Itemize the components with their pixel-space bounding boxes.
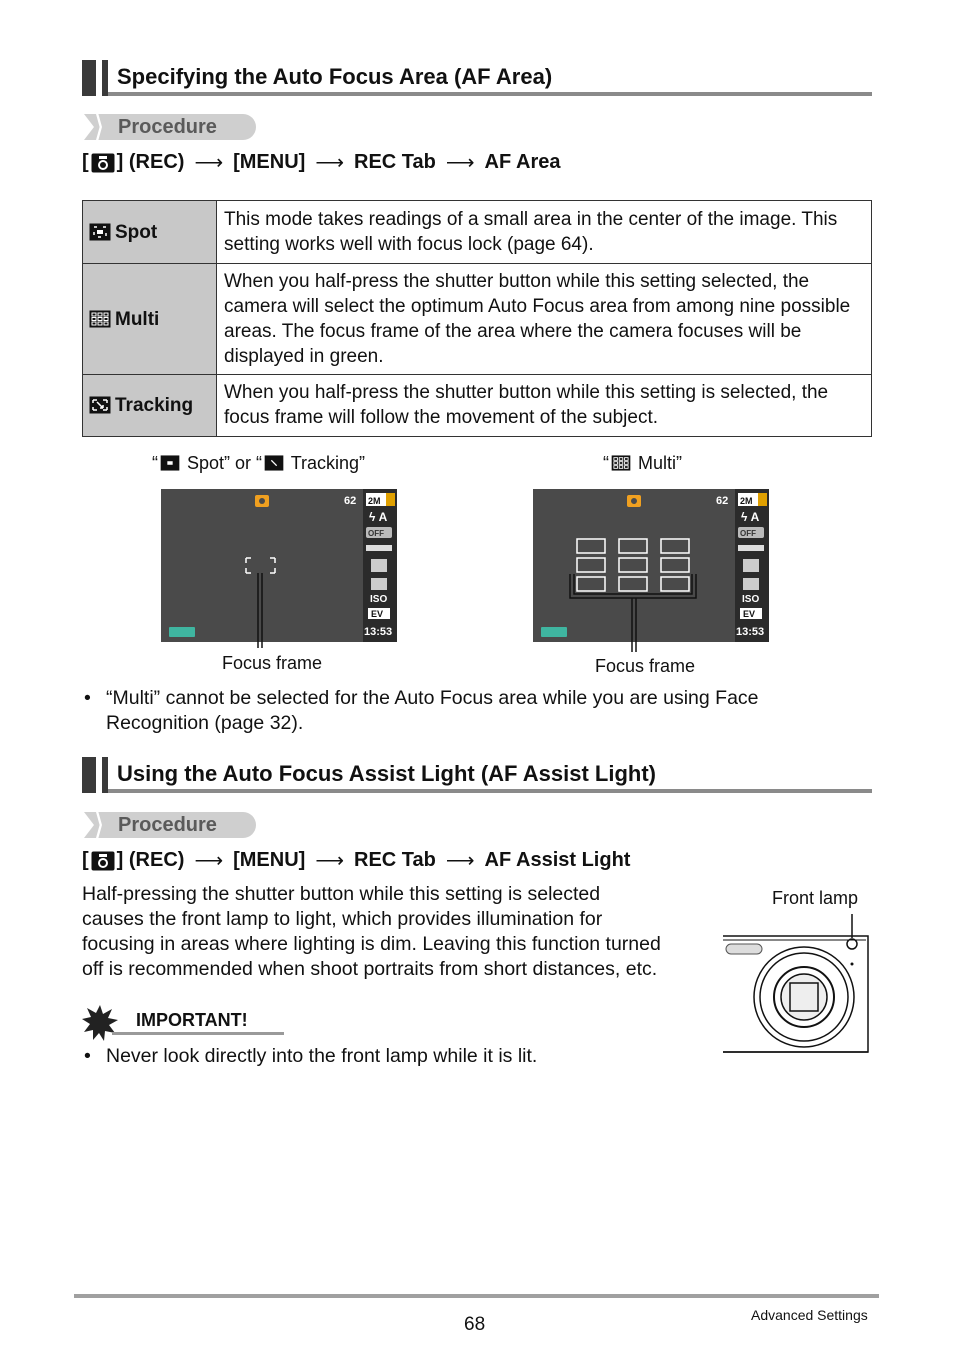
path-rec: ] (REC) [116,849,185,871]
iso-label: ISO [742,594,760,605]
mode-label: Spot [115,221,158,243]
multi-icon [89,310,111,328]
spot-icon [89,223,111,241]
heading-rule [108,789,872,793]
procedure-chevron [96,812,102,838]
arrow-icon: ⟶ [315,152,344,174]
arrow-icon: ⟶ [194,850,224,872]
focus-frame-label: Focus frame [595,656,696,676]
leader-lines [150,560,830,660]
arrow-icon: ⟶ [194,152,224,174]
mode-cell [83,201,217,264]
heading-bar [102,757,108,793]
flash-icon: ϟ A [369,510,388,524]
af-area-table [82,200,872,437]
path-item: AF Area [484,151,561,173]
mode-label: Multi [115,308,160,330]
table-row [83,201,872,264]
arrow-icon: ⟶ [315,850,344,872]
assist-paragraph [82,882,712,982]
right-screen-caption [603,453,682,474]
mode-description: This mode takes readings of a small area in the center of the image. This setting works well with focus lock (page 64). [217,201,872,264]
procedure-tag [84,812,256,838]
path-open-bracket: [ [82,849,89,871]
procedure-chevron [96,114,102,140]
page-number: 68 [464,1314,486,1335]
caption-text: “ [152,453,158,473]
procedure-label: Procedure [118,116,217,138]
caption-text: “ [603,453,609,473]
arrow-icon: ⟶ [445,152,475,174]
important-note [84,1044,704,1072]
shots-remaining: 62 [716,495,729,507]
off-badge: OFF [740,529,756,538]
section-heading-af-area [82,60,872,96]
multi-icon [611,455,631,471]
menu-path-af-area [82,150,560,175]
arrow-icon: ⟶ [445,850,475,872]
note-text: “Multi” cannot be selected for the Auto Focus area while you are using Face Recognition (page 32). [106,687,759,734]
bullet: • [84,687,91,709]
path-open-bracket: [ [82,151,89,173]
metering-icon [366,545,392,551]
paragraph-line: off is recommended when shoot portraits from short distances, etc. [82,958,658,980]
caption-text: Spot” or “ [182,453,263,473]
off-badge: OFF [368,529,384,538]
camera-front-illustration [718,912,874,1060]
shots-remaining: 62 [344,495,357,507]
note-text: Never look directly into the front lamp while it is lit. [106,1045,538,1067]
time-label: 13:53 [364,626,393,638]
paragraph-line: focusing in areas where lighting is dim. Leaving this function turned [82,933,661,955]
front-lamp-label: Front lamp [772,888,859,908]
heading-bar [82,60,96,96]
size-badge: 2M [740,496,753,506]
path-rec: ] (REC) [116,151,185,173]
camera-icon [91,153,115,173]
paragraph-line: Half-pressing the shutter button while this setting is selected [82,883,601,905]
ev-label: EV [743,609,756,619]
size-badge: 2M [368,496,381,506]
note-multi [84,686,864,738]
footer-section: Advanced Settings [751,1307,868,1323]
ev-label: EV [371,609,384,619]
heading-bar [102,60,108,96]
footer-rule [74,1294,879,1298]
mode-cell [83,375,217,437]
path-tab: REC Tab [354,849,436,871]
procedure-notch [84,114,94,140]
menu-path-af-assist [82,848,630,873]
section-title: Using the Auto Focus Assist Light (AF Assist Light) [117,761,656,786]
important-rule [112,1032,284,1035]
metering-icon [738,545,764,551]
important-label: IMPORTANT! [136,1010,248,1030]
left-screen-caption [152,453,365,474]
camera-icon [91,851,115,871]
procedure-notch [84,812,94,838]
mode-description: When you half-press the shutter button while this setting is selected, the focus frame will follow the movement of the subject. [217,375,872,437]
mode-description: When you half-press the shutter button while this setting selected, the camera will select the optimum Auto Focus area from among nine possible areas. The focus frame of the area where the camera focuses will be displayed in green. [217,264,872,375]
section-heading-af-assist [82,757,872,793]
heading-rule [108,92,872,96]
iso-label: ISO [370,594,388,605]
mode-label: Tracking [115,395,194,416]
heading-bar [82,757,96,793]
table-row [83,264,872,375]
spot-icon [160,455,180,471]
path-tab: REC Tab [354,151,436,173]
important-burst-icon [82,1005,118,1041]
path-item: AF Assist Light [484,849,631,871]
bullet: • [84,1045,91,1067]
section-title: Specifying the Auto Focus Area (AF Area) [117,64,553,89]
procedure-label: Procedure [118,814,217,836]
caption-text: Multi” [633,453,682,473]
focus-frame-label: Focus frame [222,653,323,673]
mode-cell [83,264,217,375]
paragraph-line: causes the front lamp to light, which provides illumination for [82,908,603,930]
table-row [83,375,872,437]
path-menu: [MENU] [233,849,306,871]
path-menu: [MENU] [233,151,306,173]
procedure-tag [84,114,256,140]
tracking-icon [89,396,111,414]
time-label: 13:53 [736,626,765,638]
caption-text: Tracking” [286,453,366,473]
tracking-icon [264,455,284,471]
flash-icon: ϟ A [741,510,760,524]
